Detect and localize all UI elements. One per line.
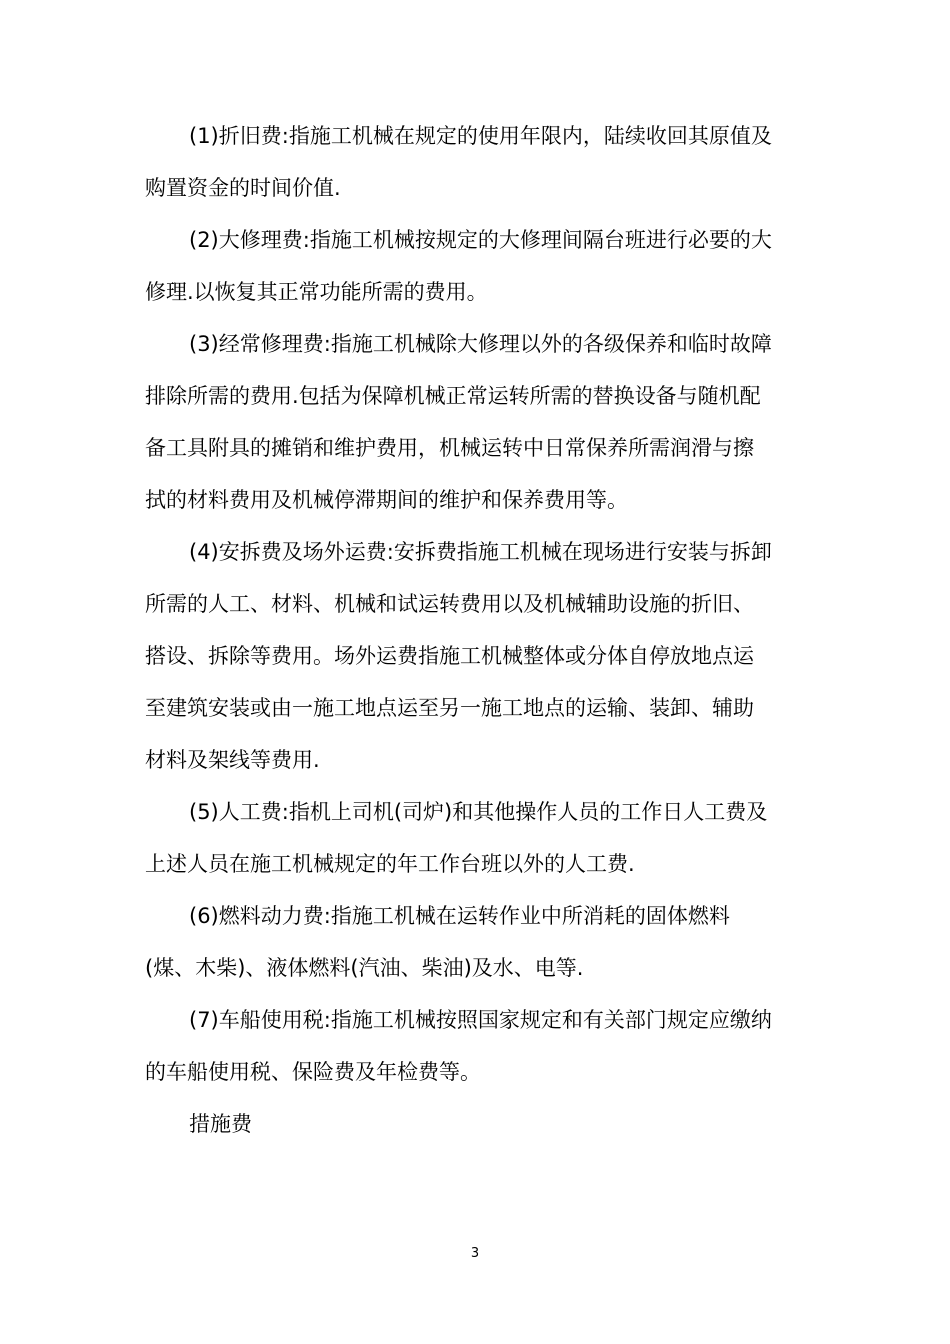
text-line: 所需的人工、材料、机械和试运转费用以及机械辅助设施的折旧、 [145,592,754,616]
text-line: (煤、木柴)、液体燃料(汽油、柴油)及水、电等. [145,956,584,980]
text-line: 修理.以恢复其正常功能所需的费用。 [145,280,488,304]
text-line: (3)经常修理费:指施工机械除大修理以外的各级保养和临时故障 [189,332,772,356]
text-line: (5)人工费:指机上司机(司炉)和其他操作人员的工作日人工费及 [189,800,768,824]
text-line: 备工具附具的摊销和维护费用，机械运转中日常保养所需润滑与擦 [145,436,754,460]
text-line: 材料及架线等费用. [145,748,320,772]
text-line: 搭设、拆除等费用。场外运费指施工机械整体或分体自停放地点运 [145,644,754,668]
text-line: 上述人员在施工机械规定的年工作台班以外的人工费. [145,852,635,876]
page-number: 3 [470,1246,480,1261]
text-line: 至建筑安装或由一施工地点运至另一施工地点的运输、装卸、辅助 [145,696,754,720]
text-line: (6)燃料动力费:指施工机械在运转作业中所消耗的固体燃料 [189,904,730,928]
text-line: 拭的材料费用及机械停滞期间的维护和保养费用等。 [145,488,628,512]
section-label: 措施费 [189,1112,252,1136]
text-line: 购置资金的时间价值. [145,176,341,200]
text-line: (2)大修理费:指施工机械按规定的大修理间隔台班进行必要的大 [189,228,772,252]
text-line: 排除所需的费用.包括为保障机械正常运转所需的替换设备与随机配 [145,384,761,408]
text-line: 的车船使用税、保险费及年检费等。 [145,1060,481,1084]
text-line: (4)安拆费及场外运费:安拆费指施工机械在现场进行安装与拆卸 [189,540,772,564]
text-line: (1)折旧费:指施工机械在规定的使用年限内，陆续收回其原值及 [189,124,772,148]
text-line: (7)车船使用税:指施工机械按照国家规定和有关部门规定应缴纳 [189,1008,772,1032]
